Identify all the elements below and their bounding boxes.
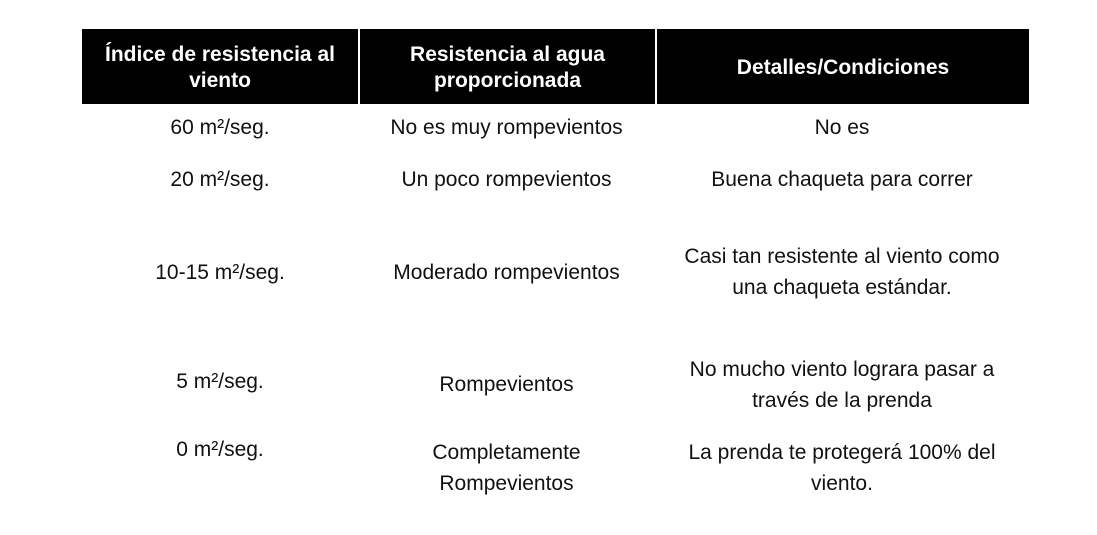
cell-water-resistance: Rompevientos — [439, 373, 574, 396]
header-details-conditions: Detalles/Condiciones — [655, 29, 1029, 104]
cell-details: No es — [814, 116, 870, 139]
table-row — [82, 434, 1029, 502]
cell-wind-index: 0 m²/seg. — [176, 438, 264, 461]
table-row — [82, 213, 1029, 328]
cell-water-resistance: No es muy rompevientos — [390, 116, 623, 139]
table-header-row — [82, 29, 1029, 104]
table-row — [82, 328, 1029, 434]
cell-details: Casi tan resistente al viento como una chaqueta estándar. — [684, 245, 1000, 299]
wind-resistance-table — [82, 29, 1029, 502]
header-water-resistance: Resistencia al agua proporcionada — [358, 29, 655, 104]
cell-details: No mucho viento lograra pasar a través de la prenda — [689, 357, 995, 412]
cell-wind-index: 5 m²/seg. — [176, 369, 264, 393]
cell-wind-index: 20 m²/seg. — [170, 168, 270, 191]
cell-wind-index: 10-15 m²/seg. — [155, 260, 285, 284]
cell-details: La prenda te protegerá 100% del viento. — [688, 441, 996, 495]
table-row — [82, 148, 1029, 213]
cell-wind-index: 60 m²/seg. — [170, 116, 270, 139]
cell-water-resistance: Un poco rompevientos — [401, 168, 612, 191]
table-row — [82, 104, 1029, 148]
header-wind-resistance-index: Índice de resistencia al viento — [82, 29, 358, 104]
cell-water-resistance: Moderado rompevientos — [393, 260, 620, 284]
cell-details: Buena chaqueta para correr — [711, 168, 973, 191]
cell-water-resistance: Completamente Rompevientos — [432, 441, 581, 495]
